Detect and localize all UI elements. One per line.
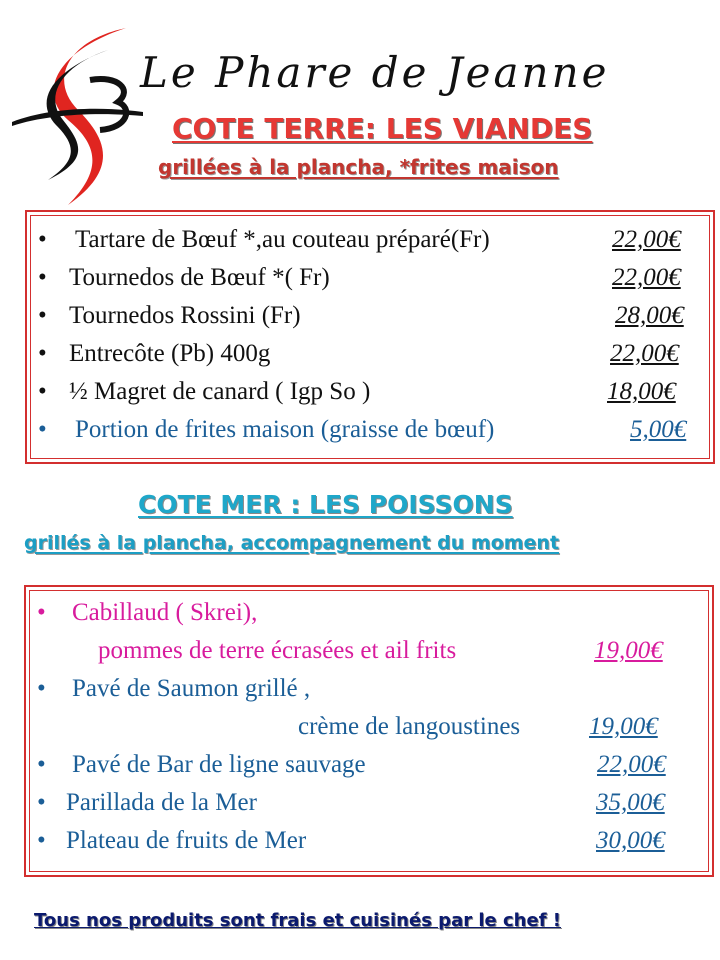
item-price: 22,00€	[597, 751, 666, 778]
terre-subtitle: grillées à la plancha, *frites maison	[158, 155, 559, 179]
item-price: 28,00€	[615, 302, 684, 329]
terre-menu-box	[25, 210, 715, 464]
bullet: •	[38, 416, 47, 443]
item-label: Tournedos Rossini (Fr)	[69, 302, 301, 329]
bullet: •	[38, 378, 47, 405]
item-detail: pommes de terre écrasées et ail frits	[98, 637, 457, 664]
list-item	[27, 378, 713, 416]
item-price: 22,00€	[610, 340, 679, 367]
bullet: •	[37, 599, 46, 626]
list-item-detail	[26, 713, 712, 751]
terre-title: COTE TERRE: LES VIANDES	[172, 112, 593, 145]
item-label: ½ Magret de canard ( Igp So )	[69, 378, 371, 405]
item-label: Cabillaud ( Skrei),	[72, 599, 258, 626]
bullet: •	[38, 340, 47, 367]
mer-title: COTE MER : LES POISSONS	[138, 490, 513, 519]
item-price: 35,00€	[596, 789, 665, 816]
bullet: •	[37, 827, 46, 854]
item-price: 19,00€	[589, 713, 658, 740]
item-label: Portion de frites maison (graisse de bœuf)	[75, 416, 495, 443]
bullet: •	[37, 789, 46, 816]
list-item	[26, 599, 712, 637]
item-label: Parillada de la Mer	[66, 789, 257, 816]
item-label: Tartare de Bœuf *,au couteau préparé(Fr)	[75, 226, 490, 253]
item-label: Pavé de Bar de ligne sauvage	[72, 751, 366, 778]
item-price: 30,00€	[596, 827, 665, 854]
bullet: •	[37, 675, 46, 702]
list-item	[26, 675, 712, 713]
list-item-detail	[26, 637, 712, 675]
list-item	[27, 264, 713, 302]
mer-menu-box	[24, 585, 714, 877]
restaurant-logo	[8, 20, 148, 210]
item-label: Entrecôte (Pb) 400g	[69, 340, 271, 367]
list-item	[26, 751, 712, 789]
bullet: •	[38, 264, 47, 291]
list-item	[27, 302, 713, 340]
item-price: 19,00€	[594, 637, 663, 664]
bullet: •	[37, 751, 46, 778]
bullet: •	[38, 302, 47, 329]
item-price: 18,00€	[607, 378, 676, 405]
footer-note: Tous nos produits sont frais et cuisinés par le chef !	[34, 910, 562, 931]
item-label: Plateau de fruits de Mer	[66, 827, 307, 854]
list-item	[27, 416, 713, 454]
list-item	[26, 827, 712, 865]
item-label: Tournedos de Bœuf *( Fr)	[69, 264, 330, 291]
bullet: •	[38, 226, 47, 253]
restaurant-name: Le Phare de Jeanne	[140, 48, 610, 97]
item-label: Pavé de Saumon grillé ,	[72, 675, 311, 702]
item-detail: crème de langoustines	[298, 713, 521, 740]
item-price: 22,00€	[612, 226, 681, 253]
list-item	[26, 789, 712, 827]
list-item	[27, 226, 713, 264]
item-price: 22,00€	[612, 264, 681, 291]
item-price: 5,00€	[630, 416, 687, 443]
mer-subtitle: grillés à la plancha, accompagnement du moment	[24, 532, 560, 554]
list-item	[27, 340, 713, 378]
